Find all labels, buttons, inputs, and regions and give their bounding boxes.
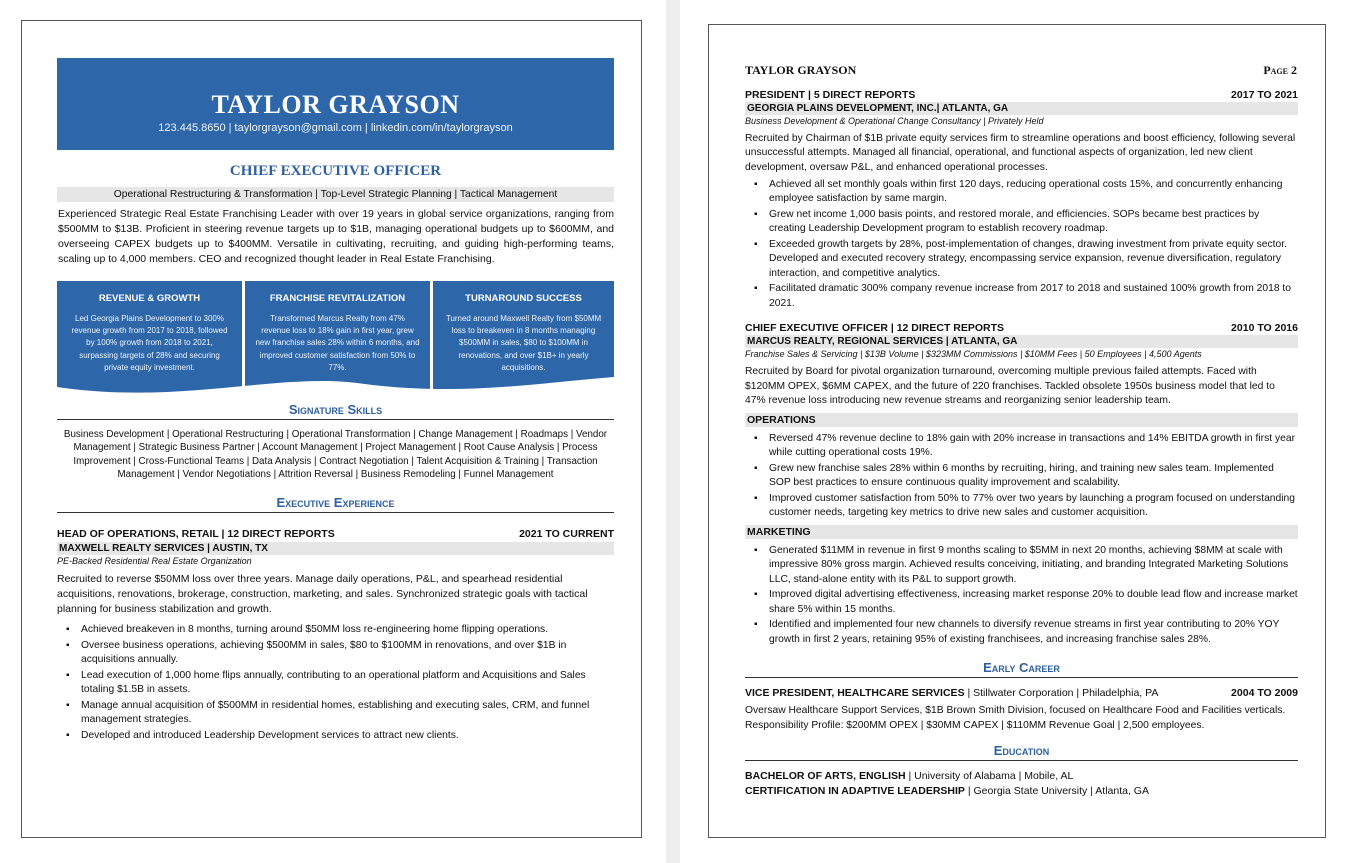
education-item (745, 769, 1298, 784)
education-list (745, 769, 1298, 799)
highlight-title: REVENUE & GROWTH (98, 293, 201, 304)
degree: CERTIFICATION IN ADAPTIVE LEADERSHIP (745, 785, 965, 797)
company-description: Business Development & Operational Change Consultancy | Privately Held (745, 116, 1044, 126)
resume-page-1 (21, 20, 642, 838)
job-entry (745, 89, 1298, 312)
page2-header (745, 63, 1297, 78)
job-summary: Recruited by Chairman of $1B private equity services firm to streamline operations and boost efficiency, following several unsuccessful attempts. Managed all financial, operational, and functional aspects of organization, led new client development, oversaw P&L, and enhanced operational processes. (745, 133, 1296, 173)
candidate-name: TAYLOR GRAYSON (211, 90, 460, 119)
achievement: ▪ Facilitated dramatic 300% company revenue increase from 2017 to 2018 and sustained 100% growth from 2018 to 2021. (745, 282, 1298, 311)
section-subheading: OPERATIONS (745, 413, 1298, 427)
achievement: ▪ Achieved all set monthly goals within first 120 days, reducing operational costs 15%, and concurrently enhancing employee satisfaction by same margin. (745, 178, 1298, 207)
experience-heading: Executive Experience (276, 495, 395, 510)
highlight-title: TURNAROUND SUCCESS (465, 293, 582, 304)
achievement: ▪ Grew net income 1,000 basis points, and restored morale, and efficiencies. SOPs became best practices by creating Leadership Development program to establish recovery roadmap. (745, 208, 1298, 237)
job-summary: Recruited to reverse $50MM loss over three years. Manage daily operations, P&L, and spearhead residential acquisitions, renovations, brokerage, construction, marketing, and sales. Synchronized strategic goals with tactical planning for business stabilization and growth. (57, 573, 588, 615)
achievement-list (745, 178, 1298, 312)
highlight-text: Turned around Maxwell Realty from $50MM loss to breakeven in 8 months managing $500MM in sales, $80 to $100MM in renovations, and over $1B+ in yearly acquisitions. (445, 314, 602, 372)
header-banner (57, 58, 614, 150)
company: MARCUS REALTY, REGIONAL SERVICES | ATLANTA, GA (745, 335, 1298, 348)
highlight-text: Transformed Marcus Realty from 47% revenue loss to 18% gain in first year, grew new franchise sales 28% within 6 months, and improved customer satisfaction from 50% to 77%. (255, 314, 420, 372)
job-dates: 2004 TO 2009 (1231, 687, 1298, 699)
job-organization: | Stillwater Corporation | Philadelphia, PA (964, 687, 1159, 699)
job-dates: 2010 TO 2016 (1231, 322, 1298, 334)
skills-heading: Signature Skills (288, 402, 383, 417)
achievement: ▪ Grew new franchise sales 28% within 6 months by recruiting, hiring, and training new sales team. Implemented SOP best practices to ensure continuous quality improvement and scalability. (745, 462, 1298, 491)
company: GEORGIA PLAINS DEVELOPMENT, INC.| ATLANTA, GA (745, 102, 1298, 115)
institution: | University of Alabama | Mobile, AL (905, 770, 1074, 782)
achievement: ▪ Oversee business operations, achieving $500MM in sales, $80 to $100MM in renovations, and over $1B in acquisitions annually. (57, 639, 606, 668)
early-career-heading: Early Career (983, 660, 1060, 675)
skills-list: Business Development | Operational Restructuring | Operational Transformation | Change Management | Roadmaps | Vendor Management | Strategic Business Partner | Account Management | Project Management | Root Cause Analysis | Process Improvement | Cross-Functional Teams | Data Analysis | Contract Negotiation | Talent Acquisition & Training | Transaction Management | Vendor Negotiations | Attrition Reversal | Business Remodeling | Funnel Management (63, 429, 608, 480)
page-number: Page 2 (1263, 63, 1297, 77)
company-description: Franchise Sales & Servicing | $13B Volume | $323MM Commissions | $10MM Fees | 50 Employees | 4,500 Agents (745, 349, 1202, 359)
job-title: HEAD OF OPERATIONS, RETAIL | 12 DIRECT REPORTS (57, 528, 335, 540)
candidate-name: TAYLOR GRAYSON (745, 63, 857, 77)
achievement: ▪ Developed and introduced Leadership Development services to attract new clients. (57, 729, 606, 744)
job-title: PRESIDENT | 5 DIRECT REPORTS (745, 89, 916, 101)
summary: Experienced Strategic Real Estate Franchising Leader with over 19 years in global service organizations, ranging from $500MM to $13B. Proficient in steering revenue targets up to $1B, managing operational budgets up to $600MM, and overseeing CAPEX budgets up to $400MM. Versatile in cultivating, recruiting, and guiding high-performing teams, scaling up to 4,000 members. CEO and recognized thought leader in Real Estate Franchising. (58, 208, 614, 265)
job-summary: Recruited by Board for pivotal organization turnaround, overcoming multiple previous failed attempts. Faced with $120MM OPEX, $6MM CAPEX, and the future of 220 franchises. Tackled obsolete 1950s business model that led to 47% revenue loss introducing new revenue streams and reorganizing senior leadership team. (745, 366, 1275, 406)
job-entry (745, 322, 1298, 648)
job-title: VICE PRESIDENT, HEALTHCARE SERVICES (745, 687, 965, 699)
highlight-title: FRANCHISE REVITALIZATION (269, 293, 406, 304)
achievement: ▪ Generated $11MM in revenue in first 9 months scaling to $5MM in next 20 months, achieving $8MM at scale with impressive 80% gross margin. Achieved results conceiving, initiating, and branding Integrated Marketing Solutions LLC, stand-alone entity with its P&L to support growth. (745, 544, 1298, 588)
headline: CHIEF EXECUTIVE OFFICER (229, 163, 442, 179)
job-title: CHIEF EXECUTIVE OFFICER | 12 DIRECT REPORTS (745, 322, 1005, 334)
achievement-list (745, 432, 1298, 521)
achievement: ▪ Achieved breakeven in 8 months, turning around $50MM loss re-engineering home flipping operations. (57, 623, 606, 638)
job-summary: Oversaw Healthcare Support Services, $1B Brown Smith Division, focused on Healthcare Food and Facilities verticals. Responsibility Profile: $200MM OPEX | $30MM CAPEX | $110MM Revenue Goal | 2,500 employees. (745, 705, 1286, 731)
section-subheading: MARKETING (745, 525, 1298, 539)
early-career-entry (745, 687, 1298, 733)
company-description: PE-Backed Residential Real Estate Organization (57, 556, 252, 566)
focus-bar: Operational Restructuring & Transformation | Top-Level Strategic Planning | Tactical Management (57, 187, 614, 202)
achievement: ▪ Lead execution of 1,000 home flips annually, contributing to an operational platform and Acquisitions and Sales totaling $1.5B in assets. (57, 669, 606, 698)
job-dates: 2017 TO 2021 (1231, 89, 1298, 101)
achievement: ▪ Improved customer satisfaction from 50% to 77% over two years by launching a program focused on understanding customer needs, targeting key metrics to drive new sales and customer acquisition. (745, 492, 1298, 521)
job-entry (57, 528, 614, 744)
resume-page-2 (708, 24, 1326, 838)
contact-line: 123.445.8650 | taylorgrayson@gmail.com | linkedin.com/in/taylorgrayson (158, 122, 513, 134)
institution: | Georgia State University | Atlanta, GA (964, 785, 1149, 797)
divider (57, 419, 614, 420)
achievement: ▪ Manage annual acquisition of $500MM in residential homes, establishing and executing sales, CRM, and funnel management strategies. (57, 699, 606, 728)
achievement: ▪ Reversed 47% revenue decline to 18% gain with 20% increase in transactions and 14% EBITDA growth in first year while cutting operational costs 19%. (745, 432, 1298, 461)
page-gap (666, 0, 680, 863)
achievement: ▪ Exceeded growth targets by 28%, post-implementation of changes, drawing investment from private equity sector. Developed and executed recovery strategy, encompassing service expansion, revenue diversification, regulatory interaction, and competitive analytics. (745, 238, 1298, 282)
highlight-text: Led Georgia Plains Development to 300% revenue growth from 2017 to 2018, followed by 100% growth from 2018 to 2021, surpassing targets of 28% and securing private equity investment. (71, 314, 228, 372)
company: MAXWELL REALTY SERVICES | AUSTIN, TX (57, 542, 614, 555)
wave-decoration (57, 373, 614, 403)
achievement-list (745, 544, 1298, 648)
achievement: ▪ Identified and implemented four new channels to diversify revenue streams in first year contributing to 20% YOY growth in first 2 years, retaining 95% of existing franchisees, and increasing franchise sales 28%. (745, 618, 1298, 647)
education-heading: Education (993, 743, 1050, 758)
divider (57, 512, 614, 513)
job-dates: 2021 TO CURRENT (519, 528, 614, 540)
divider (745, 677, 1298, 678)
education-item (745, 784, 1298, 799)
achievement: ▪ Improved digital advertising effectiveness, increasing market response 20% to double lead flow and increase market share 5% within 15 months. (745, 588, 1298, 617)
degree: BACHELOR OF ARTS, ENGLISH (745, 770, 906, 782)
achievement-list (57, 623, 614, 743)
divider (745, 760, 1298, 761)
